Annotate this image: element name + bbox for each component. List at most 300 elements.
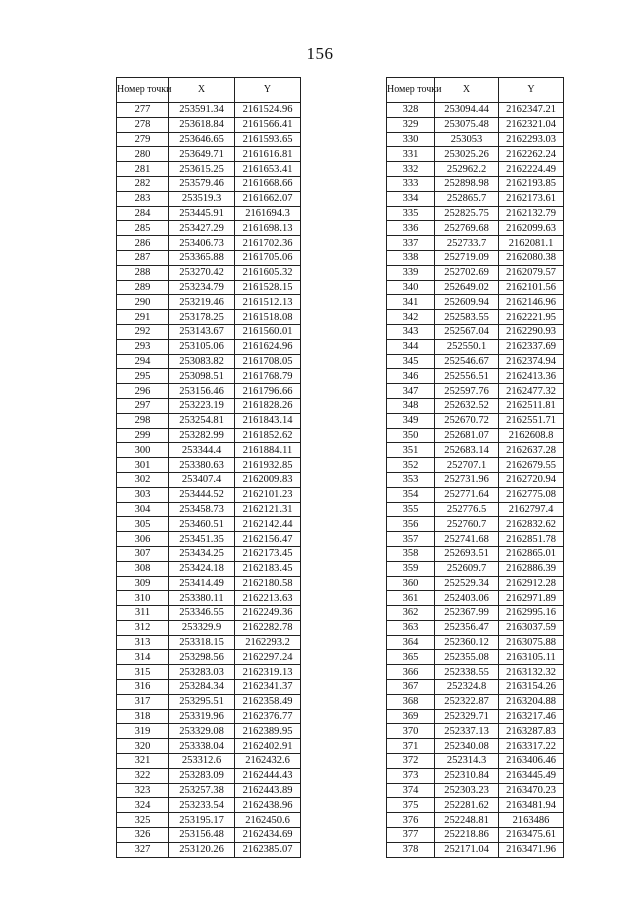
- y-coordinate-cell: 2162832.62: [499, 517, 564, 532]
- table-row: [117, 295, 301, 310]
- table-row: [117, 635, 301, 650]
- x-coordinate-cell: 252769.68: [435, 221, 499, 236]
- x-coordinate-cell: 253380.63: [169, 458, 235, 473]
- point-number-cell: 277: [117, 103, 169, 118]
- y-coordinate-cell: 2162477.32: [499, 384, 564, 399]
- point-number-cell: 336: [387, 221, 435, 236]
- y-coordinate-cell: 2161694.3: [235, 206, 301, 221]
- y-coordinate-cell: 2161708.05: [235, 354, 301, 369]
- point-number-cell: 374: [387, 783, 435, 798]
- point-number-cell: 346: [387, 369, 435, 384]
- y-coordinate-cell: 2162297.24: [235, 650, 301, 665]
- y-coordinate-cell: 2161560.01: [235, 324, 301, 339]
- point-number-cell: 373: [387, 768, 435, 783]
- y-coordinate-cell: 2162099.63: [499, 221, 564, 236]
- table-row: [117, 502, 301, 517]
- x-coordinate-cell: 253120.26: [169, 842, 235, 857]
- point-number-cell: 341: [387, 295, 435, 310]
- table-row: [387, 443, 564, 458]
- x-coordinate-cell: 252281.62: [435, 798, 499, 813]
- point-number-cell: 356: [387, 517, 435, 532]
- table-row: [117, 813, 301, 828]
- x-coordinate-cell: 253257.38: [169, 783, 235, 798]
- table-row: [117, 354, 301, 369]
- x-coordinate-cell: 252337.13: [435, 724, 499, 739]
- point-number-cell: 307: [117, 546, 169, 561]
- point-number-cell: 371: [387, 739, 435, 754]
- y-coordinate-cell: 2162551.71: [499, 413, 564, 428]
- point-number-cell: 354: [387, 487, 435, 502]
- y-coordinate-cell: 2162293.03: [499, 132, 564, 147]
- table-row: [387, 147, 564, 162]
- point-number-cell: 370: [387, 724, 435, 739]
- table-row: [117, 413, 301, 428]
- y-coordinate-cell: 2162293.2: [235, 635, 301, 650]
- y-coordinate-cell: 2161528.15: [235, 280, 301, 295]
- x-coordinate-cell: 252825.75: [435, 206, 499, 221]
- y-coordinate-cell: 2162142.44: [235, 517, 301, 532]
- table-row: [117, 798, 301, 813]
- point-number-cell: 328: [387, 103, 435, 118]
- point-number-cell: 289: [117, 280, 169, 295]
- x-coordinate-cell: 252171.04: [435, 842, 499, 857]
- x-coordinate-cell: 252314.3: [435, 754, 499, 769]
- y-coordinate-cell: 2163486: [499, 813, 564, 828]
- point-number-cell: 343: [387, 324, 435, 339]
- x-coordinate-cell: 253579.46: [169, 176, 235, 191]
- table-row: [387, 754, 564, 769]
- y-coordinate-cell: 2161698.13: [235, 221, 301, 236]
- table-row: [387, 250, 564, 265]
- table-row: [387, 739, 564, 754]
- coordinates-table-left: [116, 77, 301, 858]
- point-number-cell: 278: [117, 117, 169, 132]
- y-coordinate-cell: 2163475.61: [499, 828, 564, 843]
- y-coordinate-cell: 2162101.56: [499, 280, 564, 295]
- x-coordinate-cell: 252733.7: [435, 236, 499, 251]
- point-number-cell: 367: [387, 680, 435, 695]
- y-coordinate-cell: 2162608.8: [499, 428, 564, 443]
- x-coordinate-cell: 253156.48: [169, 828, 235, 843]
- table-row: [387, 665, 564, 680]
- point-number-cell: 288: [117, 265, 169, 280]
- table-row: [387, 354, 564, 369]
- header-x: X: [435, 78, 499, 103]
- point-number-cell: 347: [387, 384, 435, 399]
- table-row: [117, 398, 301, 413]
- x-coordinate-cell: 253338.04: [169, 739, 235, 754]
- table-row: [117, 117, 301, 132]
- point-number-cell: 287: [117, 250, 169, 265]
- point-number-cell: 337: [387, 236, 435, 251]
- y-coordinate-cell: 2161524.96: [235, 103, 301, 118]
- table-row: [117, 532, 301, 547]
- table-row: [117, 206, 301, 221]
- point-number-cell: 316: [117, 680, 169, 695]
- point-number-cell: 326: [117, 828, 169, 843]
- x-coordinate-cell: 252681.07: [435, 428, 499, 443]
- y-coordinate-cell: 2161624.96: [235, 339, 301, 354]
- table-row: [117, 650, 301, 665]
- point-number-cell: 321: [117, 754, 169, 769]
- x-coordinate-cell: 253233.54: [169, 798, 235, 813]
- table-row: [387, 487, 564, 502]
- point-number-cell: 363: [387, 620, 435, 635]
- table-row: [387, 384, 564, 399]
- y-coordinate-cell: 2162156.47: [235, 532, 301, 547]
- table-row: [387, 236, 564, 251]
- x-coordinate-cell: 252741.68: [435, 532, 499, 547]
- x-coordinate-cell: 252529.34: [435, 576, 499, 591]
- coordinates-table-right: [386, 77, 564, 858]
- x-coordinate-cell: 253344.4: [169, 443, 235, 458]
- y-coordinate-cell: 2162413.36: [499, 369, 564, 384]
- table-row: [117, 739, 301, 754]
- table-row: [387, 339, 564, 354]
- point-number-cell: 329: [387, 117, 435, 132]
- table-row: [117, 339, 301, 354]
- x-coordinate-cell: 252583.55: [435, 310, 499, 325]
- x-coordinate-cell: 252693.51: [435, 546, 499, 561]
- x-coordinate-cell: 253380.11: [169, 591, 235, 606]
- point-number-cell: 348: [387, 398, 435, 413]
- x-coordinate-cell: 253424.18: [169, 561, 235, 576]
- x-coordinate-cell: 252310.84: [435, 768, 499, 783]
- x-coordinate-cell: 252360.12: [435, 635, 499, 650]
- header-point-number: Номер точки: [117, 78, 169, 103]
- y-coordinate-cell: 2162249.36: [235, 606, 301, 621]
- table-row: [117, 842, 301, 857]
- y-coordinate-cell: 2162389.95: [235, 724, 301, 739]
- point-number-cell: 377: [387, 828, 435, 843]
- y-coordinate-cell: 2163132.32: [499, 665, 564, 680]
- x-coordinate-cell: 252609.94: [435, 295, 499, 310]
- table-row: [387, 694, 564, 709]
- y-coordinate-cell: 2163037.59: [499, 620, 564, 635]
- point-number-cell: 352: [387, 458, 435, 473]
- y-coordinate-cell: 2162213.63: [235, 591, 301, 606]
- x-coordinate-cell: 252546.67: [435, 354, 499, 369]
- table-row: [117, 709, 301, 724]
- table-row: [117, 783, 301, 798]
- x-coordinate-cell: 253254.81: [169, 413, 235, 428]
- y-coordinate-cell: 2161702.36: [235, 236, 301, 251]
- x-coordinate-cell: 252355.08: [435, 650, 499, 665]
- y-coordinate-cell: 2162173.45: [235, 546, 301, 561]
- x-coordinate-cell: 252248.81: [435, 813, 499, 828]
- x-coordinate-cell: 253234.79: [169, 280, 235, 295]
- y-coordinate-cell: 2162376.77: [235, 709, 301, 724]
- header-x: X: [169, 78, 235, 103]
- table-row: [117, 665, 301, 680]
- x-coordinate-cell: 253407.4: [169, 472, 235, 487]
- point-number-cell: 335: [387, 206, 435, 221]
- point-number-cell: 311: [117, 606, 169, 621]
- x-coordinate-cell: 253615.25: [169, 162, 235, 177]
- y-coordinate-cell: 2162385.07: [235, 842, 301, 857]
- y-coordinate-cell: 2162080.38: [499, 250, 564, 265]
- point-number-cell: 280: [117, 147, 169, 162]
- x-coordinate-cell: 252367.99: [435, 606, 499, 621]
- y-coordinate-cell: 2162971.89: [499, 591, 564, 606]
- point-number-cell: 279: [117, 132, 169, 147]
- x-coordinate-cell: 252683.14: [435, 443, 499, 458]
- point-number-cell: 301: [117, 458, 169, 473]
- x-coordinate-cell: 252702.69: [435, 265, 499, 280]
- y-coordinate-cell: 2162865.01: [499, 546, 564, 561]
- point-number-cell: 350: [387, 428, 435, 443]
- point-number-cell: 320: [117, 739, 169, 754]
- x-coordinate-cell: 253414.49: [169, 576, 235, 591]
- x-coordinate-cell: 252898.98: [435, 176, 499, 191]
- table-row: [387, 606, 564, 621]
- y-coordinate-cell: 2162132.79: [499, 206, 564, 221]
- x-coordinate-cell: 253219.46: [169, 295, 235, 310]
- table-row: [117, 265, 301, 280]
- point-number-cell: 349: [387, 413, 435, 428]
- x-coordinate-cell: 253283.03: [169, 665, 235, 680]
- point-number-cell: 297: [117, 398, 169, 413]
- point-number-cell: 368: [387, 694, 435, 709]
- x-coordinate-cell: 253223.19: [169, 398, 235, 413]
- table-row: [387, 324, 564, 339]
- x-coordinate-cell: 253460.51: [169, 517, 235, 532]
- y-coordinate-cell: 2161852.62: [235, 428, 301, 443]
- x-coordinate-cell: 253282.99: [169, 428, 235, 443]
- x-coordinate-cell: 252567.04: [435, 324, 499, 339]
- y-coordinate-cell: 2163317.22: [499, 739, 564, 754]
- x-coordinate-cell: 253365.88: [169, 250, 235, 265]
- y-coordinate-cell: 2161518.08: [235, 310, 301, 325]
- y-coordinate-cell: 2163075.88: [499, 635, 564, 650]
- y-coordinate-cell: 2163154.26: [499, 680, 564, 695]
- x-coordinate-cell: 252632.52: [435, 398, 499, 413]
- point-number-cell: 331: [387, 147, 435, 162]
- x-coordinate-cell: 253427.29: [169, 221, 235, 236]
- y-coordinate-cell: 2163287.83: [499, 724, 564, 739]
- table-row: [117, 221, 301, 236]
- table-row: [387, 724, 564, 739]
- table-row: [117, 428, 301, 443]
- table-row: [117, 561, 301, 576]
- table-row: [117, 176, 301, 191]
- y-coordinate-cell: 2162402.91: [235, 739, 301, 754]
- table-row: [117, 472, 301, 487]
- y-coordinate-cell: 2163217.46: [499, 709, 564, 724]
- y-coordinate-cell: 2161828.26: [235, 398, 301, 413]
- x-coordinate-cell: 253298.56: [169, 650, 235, 665]
- point-number-cell: 303: [117, 487, 169, 502]
- x-coordinate-cell: 252556.51: [435, 369, 499, 384]
- y-coordinate-cell: 2163470.23: [499, 783, 564, 798]
- point-number-cell: 294: [117, 354, 169, 369]
- point-number-cell: 308: [117, 561, 169, 576]
- point-number-cell: 318: [117, 709, 169, 724]
- y-coordinate-cell: 2162101.23: [235, 487, 301, 502]
- y-coordinate-cell: 2162434.69: [235, 828, 301, 843]
- table-row: [387, 265, 564, 280]
- table-row: [117, 280, 301, 295]
- point-number-cell: 357: [387, 532, 435, 547]
- point-number-cell: 302: [117, 472, 169, 487]
- y-coordinate-cell: 2162358.49: [235, 694, 301, 709]
- x-coordinate-cell: 253434.25: [169, 546, 235, 561]
- y-coordinate-cell: 2162775.08: [499, 487, 564, 502]
- point-number-cell: 291: [117, 310, 169, 325]
- table-row: [117, 591, 301, 606]
- table-row: [117, 132, 301, 147]
- point-number-cell: 315: [117, 665, 169, 680]
- y-coordinate-cell: 2161616.81: [235, 147, 301, 162]
- point-number-cell: 285: [117, 221, 169, 236]
- y-coordinate-cell: 2162081.1: [499, 236, 564, 251]
- y-coordinate-cell: 2163471.96: [499, 842, 564, 857]
- x-coordinate-cell: 253444.52: [169, 487, 235, 502]
- point-number-cell: 355: [387, 502, 435, 517]
- table-row: [117, 191, 301, 206]
- table-row: [387, 768, 564, 783]
- x-coordinate-cell: 252719.09: [435, 250, 499, 265]
- table-row: [117, 443, 301, 458]
- table-row: [387, 295, 564, 310]
- x-coordinate-cell: 252322.87: [435, 694, 499, 709]
- y-coordinate-cell: 2161668.66: [235, 176, 301, 191]
- x-coordinate-cell: 253406.73: [169, 236, 235, 251]
- x-coordinate-cell: 253025.26: [435, 147, 499, 162]
- table-row: [387, 576, 564, 591]
- y-coordinate-cell: 2162679.55: [499, 458, 564, 473]
- y-coordinate-cell: 2162450.6: [235, 813, 301, 828]
- x-coordinate-cell: 252324.8: [435, 680, 499, 695]
- table-header-row: [387, 78, 564, 103]
- point-number-cell: 300: [117, 443, 169, 458]
- table-header-row: [117, 78, 301, 103]
- point-number-cell: 305: [117, 517, 169, 532]
- point-number-cell: 298: [117, 413, 169, 428]
- y-coordinate-cell: 2162797.4: [499, 502, 564, 517]
- table-row: [387, 398, 564, 413]
- y-coordinate-cell: 2161593.65: [235, 132, 301, 147]
- x-coordinate-cell: 252403.06: [435, 591, 499, 606]
- table-row: [387, 709, 564, 724]
- y-coordinate-cell: 2162851.78: [499, 532, 564, 547]
- point-number-cell: 338: [387, 250, 435, 265]
- table-row: [387, 472, 564, 487]
- y-coordinate-cell: 2162321.04: [499, 117, 564, 132]
- x-coordinate-cell: 253458.73: [169, 502, 235, 517]
- point-number-cell: 378: [387, 842, 435, 857]
- table-row: [117, 103, 301, 118]
- header-y: Y: [235, 78, 301, 103]
- point-number-cell: 376: [387, 813, 435, 828]
- point-number-cell: 282: [117, 176, 169, 191]
- table-row: [117, 680, 301, 695]
- x-coordinate-cell: 252649.02: [435, 280, 499, 295]
- y-coordinate-cell: 2162079.57: [499, 265, 564, 280]
- table-row: [387, 828, 564, 843]
- x-coordinate-cell: 253646.65: [169, 132, 235, 147]
- x-coordinate-cell: 253098.51: [169, 369, 235, 384]
- point-number-cell: 339: [387, 265, 435, 280]
- x-coordinate-cell: 253105.06: [169, 339, 235, 354]
- point-number-cell: 353: [387, 472, 435, 487]
- x-coordinate-cell: 253270.42: [169, 265, 235, 280]
- point-number-cell: 290: [117, 295, 169, 310]
- point-number-cell: 342: [387, 310, 435, 325]
- point-number-cell: 360: [387, 576, 435, 591]
- y-coordinate-cell: 2163105.11: [499, 650, 564, 665]
- table-row: [117, 694, 301, 709]
- point-number-cell: 345: [387, 354, 435, 369]
- table-row: [387, 635, 564, 650]
- point-number-cell: 359: [387, 561, 435, 576]
- point-number-cell: 284: [117, 206, 169, 221]
- table-row: [117, 384, 301, 399]
- x-coordinate-cell: 252707.1: [435, 458, 499, 473]
- table-row: [387, 280, 564, 295]
- point-number-cell: 322: [117, 768, 169, 783]
- table-row: [387, 783, 564, 798]
- point-number-cell: 333: [387, 176, 435, 191]
- y-coordinate-cell: 2162374.94: [499, 354, 564, 369]
- table-row: [117, 487, 301, 502]
- x-coordinate-cell: 252218.86: [435, 828, 499, 843]
- point-number-cell: 313: [117, 635, 169, 650]
- y-coordinate-cell: 2162319.13: [235, 665, 301, 680]
- point-number-cell: 334: [387, 191, 435, 206]
- y-coordinate-cell: 2163445.49: [499, 768, 564, 783]
- x-coordinate-cell: 253143.67: [169, 324, 235, 339]
- point-number-cell: 362: [387, 606, 435, 621]
- table-row: [387, 546, 564, 561]
- page-number: 156: [306, 44, 334, 63]
- y-coordinate-cell: 2162886.39: [499, 561, 564, 576]
- point-number-cell: 323: [117, 783, 169, 798]
- y-coordinate-cell: 2162995.16: [499, 606, 564, 621]
- x-coordinate-cell: 252962.2: [435, 162, 499, 177]
- table-row: [117, 724, 301, 739]
- point-number-cell: 330: [387, 132, 435, 147]
- x-coordinate-cell: 252865.7: [435, 191, 499, 206]
- x-coordinate-cell: 253329.08: [169, 724, 235, 739]
- x-coordinate-cell: 252731.96: [435, 472, 499, 487]
- table-row: [387, 798, 564, 813]
- point-number-cell: 372: [387, 754, 435, 769]
- table-row: [387, 221, 564, 236]
- point-number-cell: 295: [117, 369, 169, 384]
- point-number-cell: 358: [387, 546, 435, 561]
- y-coordinate-cell: 2162432.6: [235, 754, 301, 769]
- x-coordinate-cell: 253318.15: [169, 635, 235, 650]
- y-coordinate-cell: 2162443.89: [235, 783, 301, 798]
- x-coordinate-cell: 253312.6: [169, 754, 235, 769]
- point-number-cell: 375: [387, 798, 435, 813]
- point-number-cell: 366: [387, 665, 435, 680]
- table-row: [387, 117, 564, 132]
- point-number-cell: 351: [387, 443, 435, 458]
- x-coordinate-cell: 253346.55: [169, 606, 235, 621]
- point-number-cell: 332: [387, 162, 435, 177]
- table-row: [387, 191, 564, 206]
- point-number-cell: 319: [117, 724, 169, 739]
- header-point-number: Номер точки: [387, 78, 435, 103]
- x-coordinate-cell: 252609.7: [435, 561, 499, 576]
- point-number-cell: 364: [387, 635, 435, 650]
- table-row: [117, 576, 301, 591]
- x-coordinate-cell: 253319.96: [169, 709, 235, 724]
- y-coordinate-cell: 2161768.79: [235, 369, 301, 384]
- table-row: [387, 842, 564, 857]
